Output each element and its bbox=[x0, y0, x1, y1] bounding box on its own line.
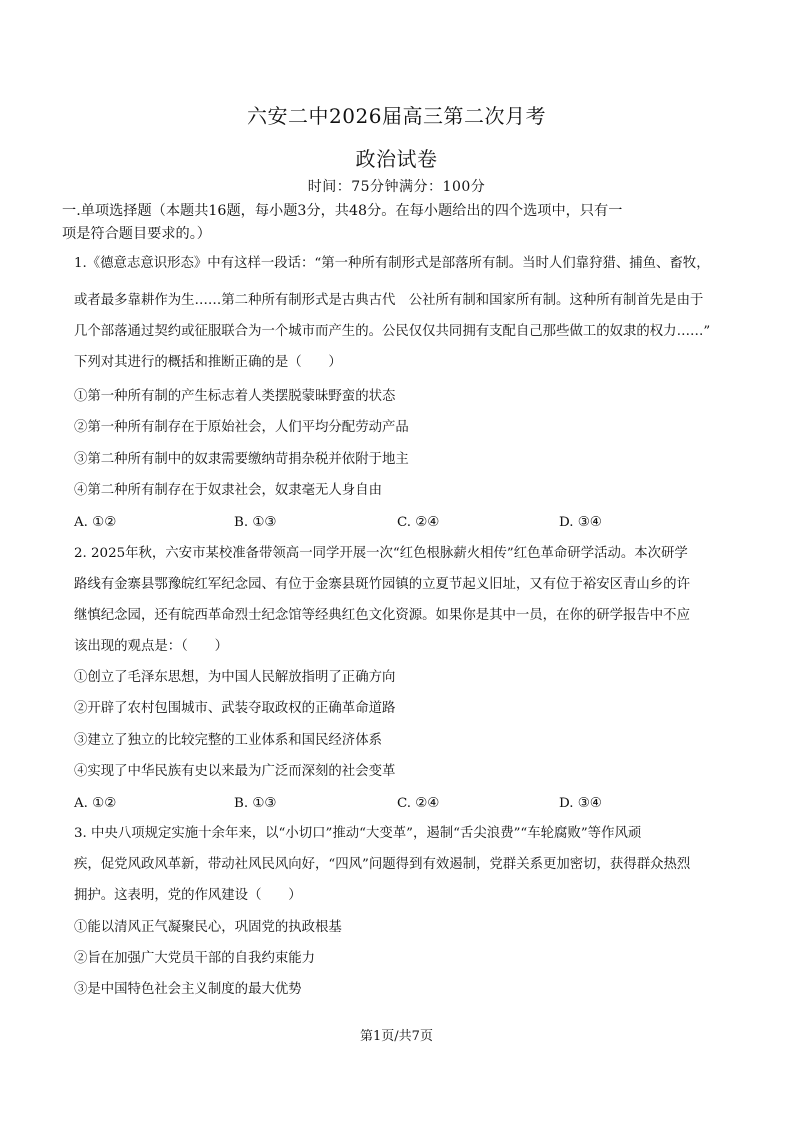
question-1-stem: 或者最多靠耕作为生……第二种所有制形式是古典古代 公社所有制和国家所有制。这种所有制首先是由于 bbox=[74, 293, 704, 308]
question-1-stem: 1.《德意志意识形态》中有这样一段话：“第一种所有制形式是部落所有制。当时人们靠狩猎、捕鱼、畜牧， bbox=[74, 256, 710, 271]
question-1-stem: 几个部落通过契约或征服联合为一个城市而产生的。公民仅仅共同拥有支配自己那些做工的奴隶的权力……” bbox=[74, 324, 711, 339]
option-b[interactable]: B. ①③ bbox=[234, 796, 277, 811]
question-2-statement: ①创立了毛泽东思想，为中国人民解放指明了正确方向 bbox=[74, 670, 396, 685]
question-3-statement: ①能以清风正气凝聚民心，巩固党的执政根基 bbox=[74, 920, 342, 935]
subject-title: 政治试卷 bbox=[355, 147, 438, 171]
option-a[interactable]: A. ①② bbox=[74, 796, 117, 811]
question-1-statement: ④第二种所有制存在于奴隶社会，奴隶毫无人身自由 bbox=[74, 483, 382, 498]
exam-title: 六安二中2026届高三第二次月考 bbox=[247, 104, 546, 128]
question-2-statement: ③建立了独立的比较完整的工业体系和国民经济体系 bbox=[74, 733, 382, 748]
question-2-stem: 路线有金寨县鄂豫皖红军纪念园、有位于金寨县斑竹园镇的立夏节起义旧址，又有位于裕安区青山乡的许 bbox=[74, 577, 690, 592]
question-2-stem: 2. 2025年秋，六安市某校准备带领高一同学开展一次“红色根脉薪火相传”红色革命研学活动。本次研学 bbox=[74, 546, 688, 561]
question-3-statement: ②旨在加强广大党员干部的自我约束能力 bbox=[74, 951, 316, 966]
question-1-options bbox=[0, 515, 793, 531]
question-3-stem: 拥护。这表明，党的作风建设（ ） bbox=[74, 888, 302, 903]
question-2-stem: 该出现的观点是：（ ） bbox=[74, 639, 228, 654]
question-1-statement: ②第一种所有制存在于原始社会，人们平均分配劳动产品 bbox=[74, 420, 409, 435]
question-3-stem: 疾，促党风政风革新，带动社风民风向好，“四风”问题得到有效遏制，党群关系更加密切，获得群众热烈 bbox=[74, 857, 691, 872]
page-number: 第1页/共7页 bbox=[360, 1029, 433, 1044]
question-3-stem: 3. 中央八项规定实施十余年来，以“小切口”推动“大变革”，遏制“舌尖浪费”“车轮腐败”等作风顽 bbox=[74, 826, 642, 841]
question-3-statement: ③是中国特色社会主义制度的最大优势 bbox=[74, 982, 302, 997]
option-c[interactable]: C. ②④ bbox=[397, 515, 440, 530]
option-a[interactable]: A. ①② bbox=[74, 515, 117, 530]
time-info: 时间：75分钟满分：100分 bbox=[307, 179, 486, 195]
question-2-options bbox=[0, 796, 793, 812]
question-2-statement: ②开辟了农村包围城市、武装夺取政权的正确革命道路 bbox=[74, 701, 396, 716]
question-2-statement: ④实现了中华民族有史以来最为广泛而深刻的社会变革 bbox=[74, 764, 396, 779]
option-d[interactable]: D. ③④ bbox=[559, 796, 602, 811]
question-2-stem: 继慎纪念园，还有皖西革命烈士纪念馆等经典红色文化资源。如果你是其中一员，在你的研学报告中不应 bbox=[74, 608, 690, 623]
option-b[interactable]: B. ①③ bbox=[234, 515, 277, 530]
section-heading: 一.单项选择题（本题共16题，每小题3分，共48分。在每小题给出的四个选项中，只有一 bbox=[62, 203, 623, 219]
question-1-statement: ③第二种所有制中的奴隶需要缴纳苛捐杂税并依附于地主 bbox=[74, 452, 409, 467]
question-1-stem: 下列对其进行的概括和推断正确的是（ ） bbox=[74, 355, 342, 370]
section-heading-cont: 项是符合题目要求的。） bbox=[62, 226, 211, 242]
question-1-statement: ①第一种所有制的产生标志着人类摆脱蒙昧野蛮的状态 bbox=[74, 389, 396, 404]
option-c[interactable]: C. ②④ bbox=[397, 796, 440, 811]
option-d[interactable]: D. ③④ bbox=[559, 515, 602, 530]
